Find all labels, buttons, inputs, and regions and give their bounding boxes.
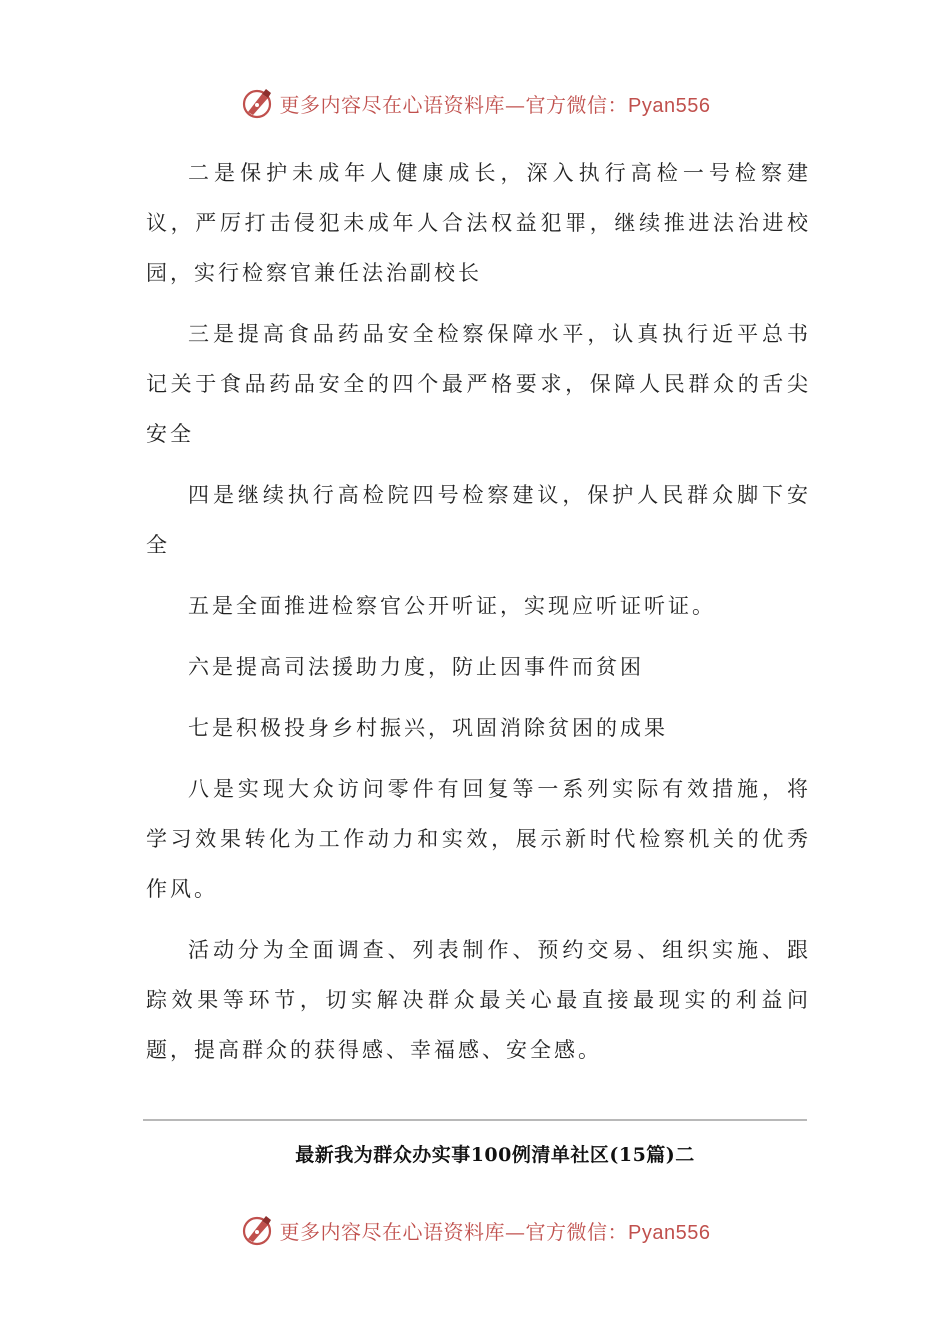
watermark-text: 更多内容尽在心语资料库—官方微信：Pyan556 (279, 1219, 711, 1244)
section-divider (143, 1119, 807, 1121)
watermark-banner-bottom (0, 1210, 950, 1250)
watermark-banner-top (0, 83, 950, 123)
document-body (146, 148, 811, 1086)
paragraph-4: 四是继续执行高检院四号检察建议，保护人民群众脚下安全 (146, 483, 811, 557)
watermark-text: 更多内容尽在心语资料库—官方微信：Pyan556 (279, 92, 711, 117)
paragraph-activity: 活动分为全面调查、列表制作、预约交易、组织实施、跟踪效果等环节，切实解决群众最关心最直接最现实的利益问题，提高群众的获得感、幸福感、安全感。 (146, 938, 811, 1062)
next-section-title: 最新我为群众办实事100例清单社区(15篇)二 (295, 1144, 695, 1166)
paragraph-7: 七是积极投身乡村振兴，巩固消除贫困的成果 (188, 716, 668, 740)
paragraph-3: 三是提高食品药品安全检察保障水平，认真执行近平总书记关于食品药品安全的四个最严格要求，保障人民群众的舌尖安全 (146, 322, 811, 446)
paragraph-2: 二是保护未成年人健康成长，深入执行高检一号检察建议，严厉打击侵犯未成年人合法权益犯罪，继续推进法治进校园，实行检察官兼任法治副校长 (146, 161, 811, 285)
paragraph-5: 五是全面推进检察官公开听证，实现应听证听证。 (188, 594, 716, 618)
paragraph-8: 八是实现大众访问零件有回复等一系列实际有效措施，将学习效果转化为工作动力和实效，展示新时代检察机关的优秀作风。 (146, 777, 811, 901)
paragraph-6: 六是提高司法援助力度，防止因事件而贫困 (188, 655, 644, 679)
pen-nib-logo-icon (240, 1212, 276, 1248)
pen-nib-logo-icon (240, 85, 276, 121)
